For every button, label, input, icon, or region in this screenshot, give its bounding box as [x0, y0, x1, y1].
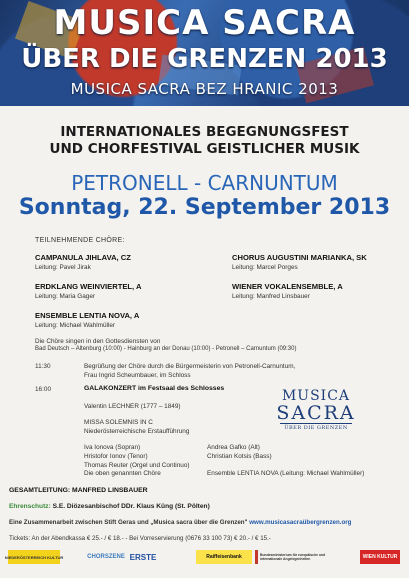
choir-name: ERDKLANG WEINVIERTEL, A	[35, 282, 142, 291]
premiere-note: Niederösterreichische Erstaufführung	[84, 428, 190, 435]
collab-text: Eine Zusammenarbeit zwischen Stift Geras und „Musica sacra über die Grenzen"	[9, 519, 248, 526]
sponsor-noe-logo: NIEDERÖSTERREICH KULTUR	[8, 550, 60, 564]
festival-tagline: MUSICA SACRA BEZ HRANIC 2013	[70, 80, 339, 98]
choir-name: WIENER VOKALENSEMBLE, A	[232, 282, 343, 291]
choir-name: CAMPANULA JIHLAVA, CZ	[35, 253, 131, 262]
sponsor-erste-logo: ERSTE	[129, 552, 157, 562]
services-intro: Die Chöre singen in den Gottesdiensten von	[35, 338, 161, 345]
performer: Die oben genannten Chöre	[84, 470, 161, 477]
performer: Hristofor Ionov (Tenor)	[84, 453, 148, 460]
choir-leader: Leitung: Michael Wahlmüller	[35, 322, 116, 329]
honor-line	[9, 503, 210, 510]
headline-line2: UND CHORFESTIVAL GEISTLICHER MUSIK	[49, 141, 360, 157]
choir-leader: Leitung: Pavel Jirak	[35, 264, 91, 271]
choir-leader: Leitung: Marcel Porges	[232, 264, 298, 271]
performer: Andrea Gafko (Alt)	[207, 444, 260, 451]
tickets-line: Tickets: An der Abendkassa € 25.- / € 18.- - Bei Vorreservierung (0676 33 100 73) € 20.- / € 15.-	[9, 535, 271, 542]
performer: Christian Kotsis (Bass)	[207, 453, 272, 460]
sponsor-chorszene-logo: CHORSZENE	[87, 554, 125, 560]
sponsor-raiffeisen-logo: Raiffeisenbank	[196, 550, 252, 564]
choirs-label: TEILNEHMENDE CHÖRE:	[35, 237, 125, 244]
festival-subtitle: ÜBER DIE GRENZEN 2013	[21, 44, 388, 74]
logo-line2: SACRA	[276, 402, 356, 424]
collab-line	[9, 519, 351, 526]
choir-name: ENSEMBLE LENTIA NOVA, A	[35, 311, 140, 320]
website-link[interactable]: www.musicasacraübergrenzen.org	[249, 519, 352, 526]
performer: Ensemble LENTIA NOVA (Leitung: Michael Wahlmüller)	[207, 470, 365, 477]
schedule-text: GALAKONZERT im Festsaal des Schlosses	[84, 385, 225, 392]
header-banner	[0, 0, 409, 106]
event-date: Sonntag, 22. September 2013	[18, 195, 391, 220]
work-title: MISSA SOLEMNIS IN C	[84, 419, 153, 426]
logo-line1: MUSICA	[281, 388, 351, 404]
location: PETRONELL - CARNUNTUM	[71, 171, 338, 195]
festival-title: MUSICA SACRA	[53, 3, 356, 43]
honor-text: S.E. Diözesanbischof DDr. Klaus Küng (St. Pölten)	[50, 503, 210, 510]
performer: Iva Ionova (Sopran)	[84, 444, 141, 451]
schedule-time: 16:00	[35, 386, 51, 393]
logo-line3: ÜBER DIE GRENZEN	[280, 423, 352, 431]
sponsor-wien-kultur-logo: WIEN KULTUR	[360, 550, 400, 564]
schedule-time: 11:30	[35, 363, 51, 370]
choir-leader: Leitung: Manfred Linsbauer	[232, 293, 310, 300]
composer: Valentin LECHNER (1777 – 1849)	[84, 403, 181, 410]
overall-direction: GESAMTLEITUNG: MANFRED LINSBAUER	[9, 487, 148, 494]
sponsor-ministry-logo: Bundesministerium für europäische und internationale Angelegenheiten	[255, 550, 334, 564]
choir-leader: Leitung: Maria Gager	[35, 293, 96, 300]
schedule-text: Frau Ingrid Scheumbauer, im Schloss	[84, 372, 191, 379]
headline-line1: INTERNATIONALES BEGEGNUNGSFEST	[60, 124, 349, 140]
services-list: Bad Deutsch – Altenburg (10:00) - Hainburg an der Donau (10:00) - Petronell – Carnuntum (09:30)	[35, 346, 297, 352]
musica-sacra-logo	[272, 388, 360, 431]
choir-name: CHORUS AUGUSTINI MARIANKA, SK	[232, 253, 367, 262]
performer: Thomas Reuter (Orgel und Continuo)	[84, 462, 190, 469]
schedule-text: Begrüßung der Chöre durch die Bürgermeisterin von Petronell-Carnuntum,	[84, 363, 296, 370]
honor-label: Ehrenschutz:	[9, 503, 51, 510]
